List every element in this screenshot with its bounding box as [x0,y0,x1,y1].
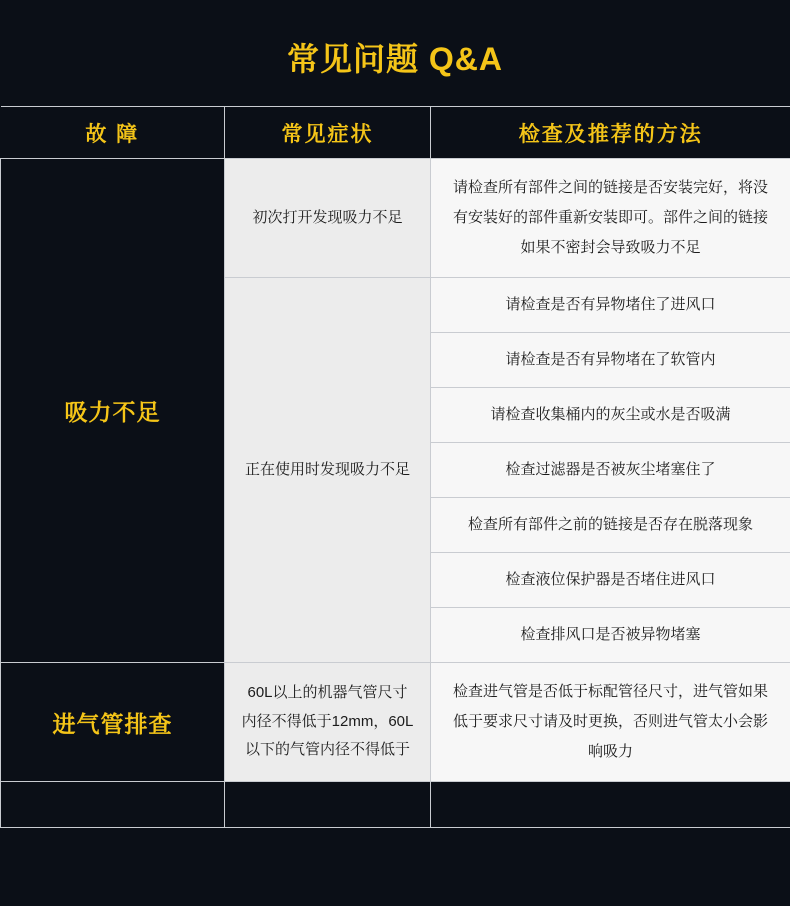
spacer-cell [225,782,431,828]
fault-cell: 吸力不足 [1,159,225,663]
method-cell: 检查所有部件之前的链接是否存在脱落现象 [431,498,790,553]
table-row [1,663,790,782]
method-cell: 检查进气管是否低于标配管径尺寸，进气管如果低于要求尺寸请及时更换，否则进气管太小会影响吸力 [431,663,790,782]
table-header [1,107,790,159]
method-cell: 请检查收集桶内的灰尘或水是否吸满 [431,388,790,443]
fault-cell: 进气管排查 [1,663,225,782]
table-bottom-spacer [1,782,790,828]
table-body [1,159,790,828]
spacer-cell [1,782,225,828]
method-cell: 请检查是否有异物堵在了软管内 [431,333,790,388]
faq-table [0,106,790,828]
method-cell: 检查排风口是否被异物堵塞 [431,608,790,663]
table-row [1,159,790,278]
method-cell: 检查过滤器是否被灰尘堵塞住了 [431,443,790,498]
table-header-row [1,107,790,159]
column-header-symptom: 常见症状 [225,107,431,159]
column-header-method: 检查及推荐的方法 [431,107,790,159]
method-cell: 请检查所有部件之间的链接是否安装完好，将没有安装好的部件重新安装即可。部件之间的链接如果不密封会导致吸力不足 [431,159,790,278]
page-title: 常见问题 Q&A [286,41,503,77]
column-header-fault: 故 障 [1,107,225,159]
spacer-cell [431,782,790,828]
method-cell: 检查液位保护器是否堵住进风口 [431,553,790,608]
symptom-cell: 正在使用时发现吸力不足 [225,278,431,663]
symptom-cell: 60L以上的机器气管尺寸内径不得低于12mm，60L以下的气管内径不得低于 [225,663,431,782]
symptom-cell: 初次打开发现吸力不足 [225,159,431,278]
method-cell: 请检查是否有异物堵住了进风口 [431,278,790,333]
